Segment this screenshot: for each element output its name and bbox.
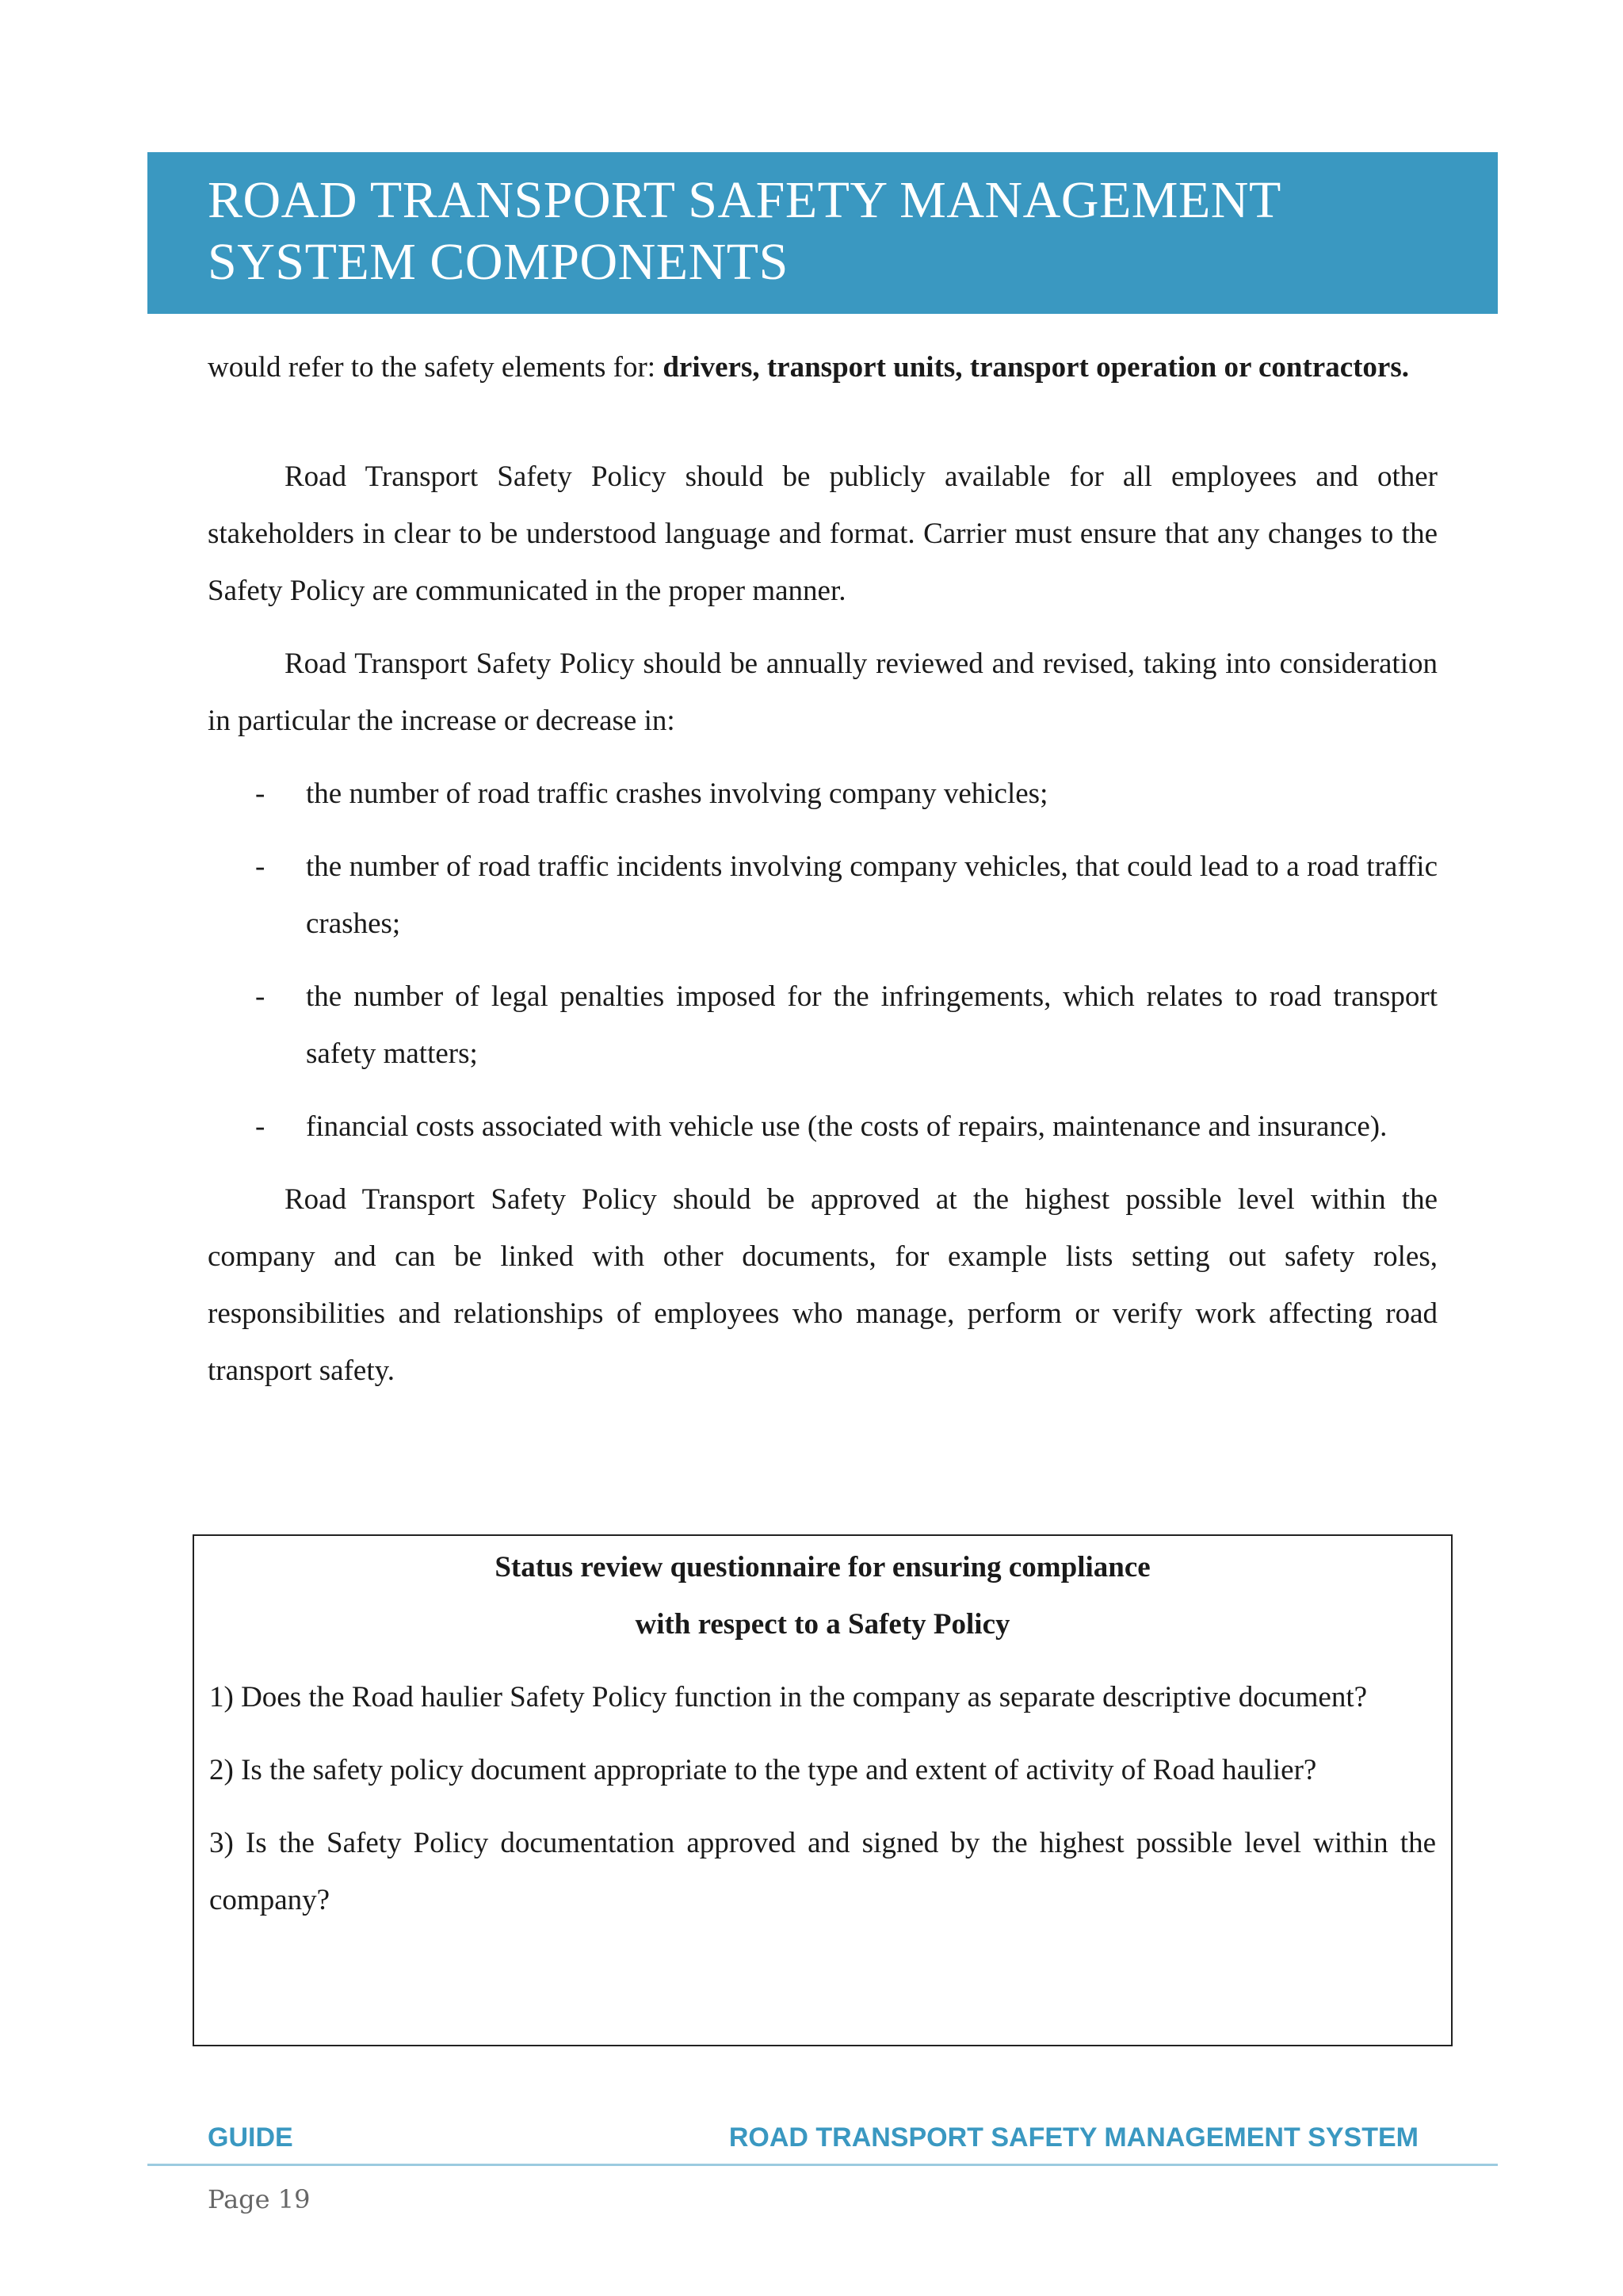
questionnaire-title — [209, 1539, 1436, 1653]
body-text — [208, 339, 1438, 1415]
questionnaire-box — [193, 1534, 1453, 2046]
footer-row — [147, 2118, 1498, 2160]
paragraph-approval: Road Transport Safety Policy should be approved at the highest possible level within the company and can be linked with other documents, for example lists setting out safety roles, responsibilities and relationships of employees who manage, perform or verify work affecting road transport safety. — [208, 1183, 1438, 1387]
continued-paragraph — [208, 339, 1438, 396]
page-title-line-1: ROAD TRANSPORT SAFETY MANAGEMENT — [208, 171, 1281, 229]
list-item — [208, 1098, 1438, 1156]
continued-text: would refer to the safety elements for: — [208, 351, 663, 384]
list-item-text: financial costs associated with vehicle use (the costs of repairs, maintenance and insurance). — [306, 1110, 1388, 1143]
paragraph-review: Road Transport Safety Policy should be annually reviewed and revised, taking into consideration in particular the increase or decrease in: — [208, 648, 1438, 737]
footer-document-title: ROAD TRANSPORT SAFETY MANAGEMENT SYSTEM — [728, 2122, 1419, 2153]
page-title — [208, 170, 1498, 293]
questionnaire-item: 2) Is the safety policy document appropriate to the type and extent of activity of Road haulier? — [209, 1754, 1317, 1786]
questionnaire-title-line-1: Status review questionnaire for ensuring compliance — [495, 1551, 1151, 1584]
bullet-dash: - — [255, 777, 265, 810]
list-item-text: the number of legal penalties imposed for the infringements, which relates to road transport safety matters; — [306, 980, 1438, 1070]
page-number: Page 19 — [208, 2184, 311, 2214]
paragraph-availability: Road Transport Safety Policy should be publicly available for all employees and other stakeholders in clear to be understood language and format. Carrier must ensure that any changes to the Safety Policy are communicated in the proper manner. — [208, 460, 1438, 607]
bullet-dash: - — [255, 1110, 265, 1143]
review-criteria-list — [208, 766, 1438, 1156]
questionnaire-item: 3) Is the Safety Policy documentation approved and signed by the highest possible level within the company? — [209, 1827, 1436, 1916]
header-banner — [147, 152, 1498, 314]
list-item-text: the number of road traffic crashes involving company vehicles; — [306, 777, 1048, 810]
footer-guide-label: GUIDE — [208, 2122, 293, 2153]
list-item — [208, 766, 1438, 823]
bullet-dash: - — [255, 980, 265, 1013]
questionnaire-item: 1) Does the Road haulier Safety Policy function in the company as separate descriptive document? — [209, 1681, 1368, 1713]
list-item — [208, 839, 1438, 953]
list-item — [208, 968, 1438, 1083]
questionnaire-title-line-2: with respect to a Safety Policy — [635, 1608, 1010, 1641]
footer-divider — [147, 2164, 1498, 2166]
continued-bold-text: drivers, transport units, transport operation or contractors. — [663, 351, 1410, 384]
bullet-dash: - — [255, 850, 265, 883]
page-title-line-2: SYSTEM COMPONENTS — [208, 233, 789, 291]
list-item-text: the number of road traffic incidents involving company vehicles, that could lead to a road traffic crashes; — [306, 850, 1438, 940]
page-footer — [147, 2118, 1498, 2214]
